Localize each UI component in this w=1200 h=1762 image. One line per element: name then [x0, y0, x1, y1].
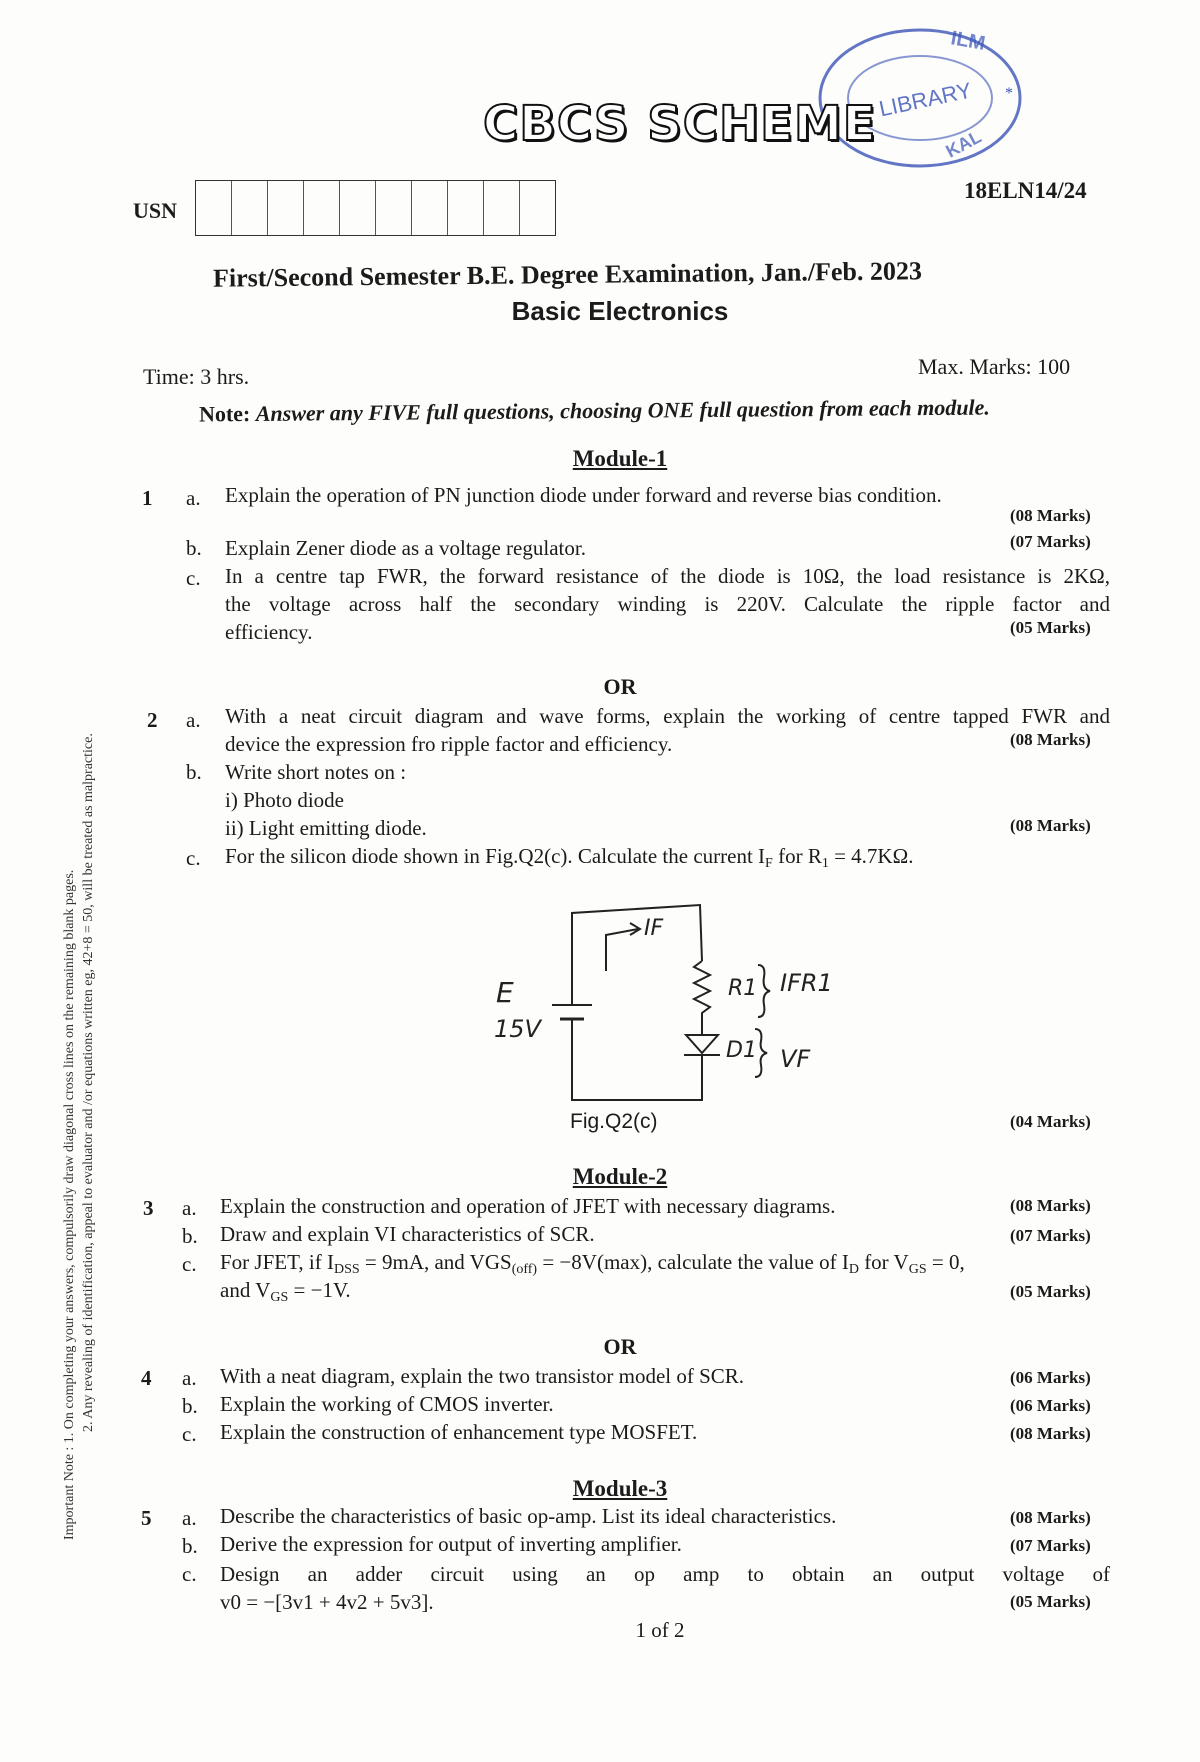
- q1c-marks: (05 Marks): [1010, 618, 1091, 637]
- usn-box: [304, 181, 340, 235]
- side-note-line1: Important Note : 1. On completing your answers, compulsorily draw diagonal cross lines on the remaining blank pages.: [62, 869, 77, 1540]
- usn-boxes: [195, 180, 556, 236]
- q5c-line1: Design an adder circuit using an op amp to obtain an output voltage of: [220, 1562, 1110, 1586]
- scheme-title: CBCS SCHEME: [483, 96, 877, 152]
- q2c-text: For the silicon diode shown in Fig.Q2(c). Calculate the current $I_F$ for $R_1 = 4.7K\Omega$.: [225, 844, 914, 871]
- q4b-label: b.: [182, 1394, 198, 1418]
- q2b-label: b.: [186, 760, 202, 784]
- q2c-label: c.: [186, 846, 201, 870]
- q3c-line2: and $V_{GS} = -1V$.: [220, 1278, 351, 1305]
- circuit-diagram: [480, 895, 870, 1120]
- q1b-label: b.: [186, 536, 202, 560]
- note-label: Note:: [198, 401, 251, 427]
- q5a-text: Describe the characteristics of basic op-amp. List its ideal characteristics.: [220, 1504, 837, 1528]
- or-divider: OR: [603, 1334, 637, 1359]
- or-divider: OR: [603, 674, 637, 699]
- q3a-marks: (08 Marks): [1010, 1196, 1091, 1215]
- q3b-text: Draw and explain VI characteristics of SCR.: [220, 1222, 595, 1246]
- q2b-text: Write short notes on :: [225, 760, 407, 784]
- q1b-marks: (07 Marks): [1010, 532, 1091, 551]
- q3b-label: b.: [182, 1224, 198, 1248]
- usn-box: [232, 181, 268, 235]
- usn-label: USN: [133, 198, 178, 223]
- q5a-marks: (08 Marks): [1010, 1508, 1091, 1527]
- q3a-text: Explain the construction and operation of JFET with necessary diagrams.: [220, 1194, 836, 1218]
- label-d1: D1: [726, 1038, 757, 1063]
- q2b-item-ii: ii) Light emitting diode.: [225, 816, 427, 840]
- label-vf: VF: [780, 1045, 811, 1073]
- q5c-label: c.: [182, 1562, 197, 1586]
- label-e: E: [496, 976, 514, 1009]
- usn-box: [520, 181, 555, 235]
- note-text: Answer any FIVE full questions, choosing ONE full question from each module.: [255, 394, 990, 426]
- stamp-text: LIBRARY: [876, 77, 974, 122]
- q1a-text: Explain the operation of PN junction diode under forward and reverse bias condition.: [225, 483, 942, 507]
- q3-number: 3: [143, 1196, 154, 1220]
- q4b-text: Explain the working of CMOS inverter.: [220, 1392, 554, 1416]
- q3a-label: a.: [182, 1196, 197, 1220]
- instruction-note: [199, 395, 990, 428]
- subject-code: 18ELN14/24: [964, 178, 1087, 203]
- q5a-label: a.: [182, 1506, 197, 1530]
- usn-box: [412, 181, 448, 235]
- q5c-marks: (05 Marks): [1010, 1592, 1091, 1611]
- stamp-arc-bottom: KAL: [942, 126, 985, 162]
- label-if: IF: [644, 916, 664, 941]
- q2b-item-i: i) Photo diode: [225, 788, 344, 812]
- q4-number: 4: [141, 1366, 152, 1390]
- q4c-text: Explain the construction of enhancement type MOSFET.: [220, 1420, 698, 1444]
- q2-number: 2: [147, 708, 158, 732]
- q2a-label: a.: [186, 708, 201, 732]
- q2a-marks: (08 Marks): [1010, 730, 1091, 749]
- exam-title: First/Second Semester B.E. Degree Examination, Jan./Feb. 2023: [212, 256, 923, 293]
- q2a-line2: device the expression fro ripple factor and efficiency.: [225, 732, 673, 756]
- q1c-line2: the voltage across half the secondary winding is 220V. Calculate the ripple factor and: [225, 592, 1110, 616]
- q2c-marks: (04 Marks): [1010, 1112, 1091, 1131]
- q5b-marks: (07 Marks): [1010, 1536, 1091, 1555]
- q1a-marks: (08 Marks): [1010, 506, 1091, 525]
- time-allowed: Time: 3 hrs.: [143, 364, 250, 389]
- q4a-label: a.: [182, 1366, 197, 1390]
- label-ifr1: IFR1: [780, 969, 833, 997]
- stamp-arc-top: ILM: [949, 27, 987, 55]
- usn-box: [448, 181, 484, 235]
- q2b-marks: (08 Marks): [1010, 816, 1091, 835]
- usn-box: [376, 181, 412, 235]
- q4b-marks: (06 Marks): [1010, 1396, 1091, 1415]
- svg-text:*: *: [1005, 85, 1013, 102]
- q3c-label: c.: [182, 1252, 197, 1276]
- q1c-label: c.: [186, 566, 201, 590]
- module-1-heading: Module-1: [572, 446, 668, 471]
- label-r1: R1: [728, 976, 758, 1001]
- usn-box: [196, 181, 232, 235]
- q4c-label: c.: [182, 1422, 197, 1446]
- q5b-label: b.: [182, 1534, 198, 1558]
- q4a-text: With a neat diagram, explain the two transistor model of SCR.: [220, 1364, 745, 1388]
- q3c-line1: For JFET, if $I_{DSS} = 9mA$, and $VGS_{(off)} = -8V(\max)$, calculate the value of $I_D$ for $V_{GS} = 0$,: [220, 1250, 965, 1277]
- usn-box: [340, 181, 376, 235]
- q1c-line1: In a centre tap FWR, the forward resistance of the diode is 10Ω, the load resistance is 2KΩ,: [225, 564, 1110, 588]
- q4c-marks: (08 Marks): [1010, 1424, 1091, 1443]
- module-3-heading: Module-3: [572, 1476, 668, 1501]
- q4a-marks: (06 Marks): [1010, 1368, 1091, 1387]
- label-15v: 15V: [494, 1015, 541, 1043]
- q3c-marks: (05 Marks): [1010, 1282, 1091, 1301]
- q5-number: 5: [141, 1506, 152, 1530]
- usn-box: [268, 181, 304, 235]
- page-number: 1 of 2: [635, 1618, 685, 1642]
- max-marks: Max. Marks: 100: [918, 354, 1071, 379]
- q1b-text: Explain Zener diode as a voltage regulator.: [225, 536, 586, 560]
- usn-box: [484, 181, 520, 235]
- q2a-line1: With a neat circuit diagram and wave forms, explain the working of centre tapped FWR and: [225, 704, 1110, 728]
- side-important-note: [60, 440, 98, 1540]
- q5b-text: Derive the expression for output of inverting amplifier.: [220, 1532, 682, 1556]
- q3b-marks: (07 Marks): [1010, 1226, 1091, 1245]
- q1-number: 1: [142, 486, 153, 510]
- side-note-line2: 2. Any revealing of identification, appeal to evaluator and /or equations written eg, 42+8 = 50, will be treated as malpractice.: [81, 733, 96, 1432]
- q5c-line2: v0 = −[3v1 + 4v2 + 5v3].: [220, 1590, 434, 1614]
- figure-caption: Fig.Q2(c): [570, 1110, 658, 1133]
- q1c-line3: efficiency.: [225, 620, 313, 644]
- subject-title: Basic Electronics: [511, 296, 729, 326]
- q1a-label: a.: [186, 486, 201, 510]
- module-2-heading: Module-2: [572, 1164, 668, 1189]
